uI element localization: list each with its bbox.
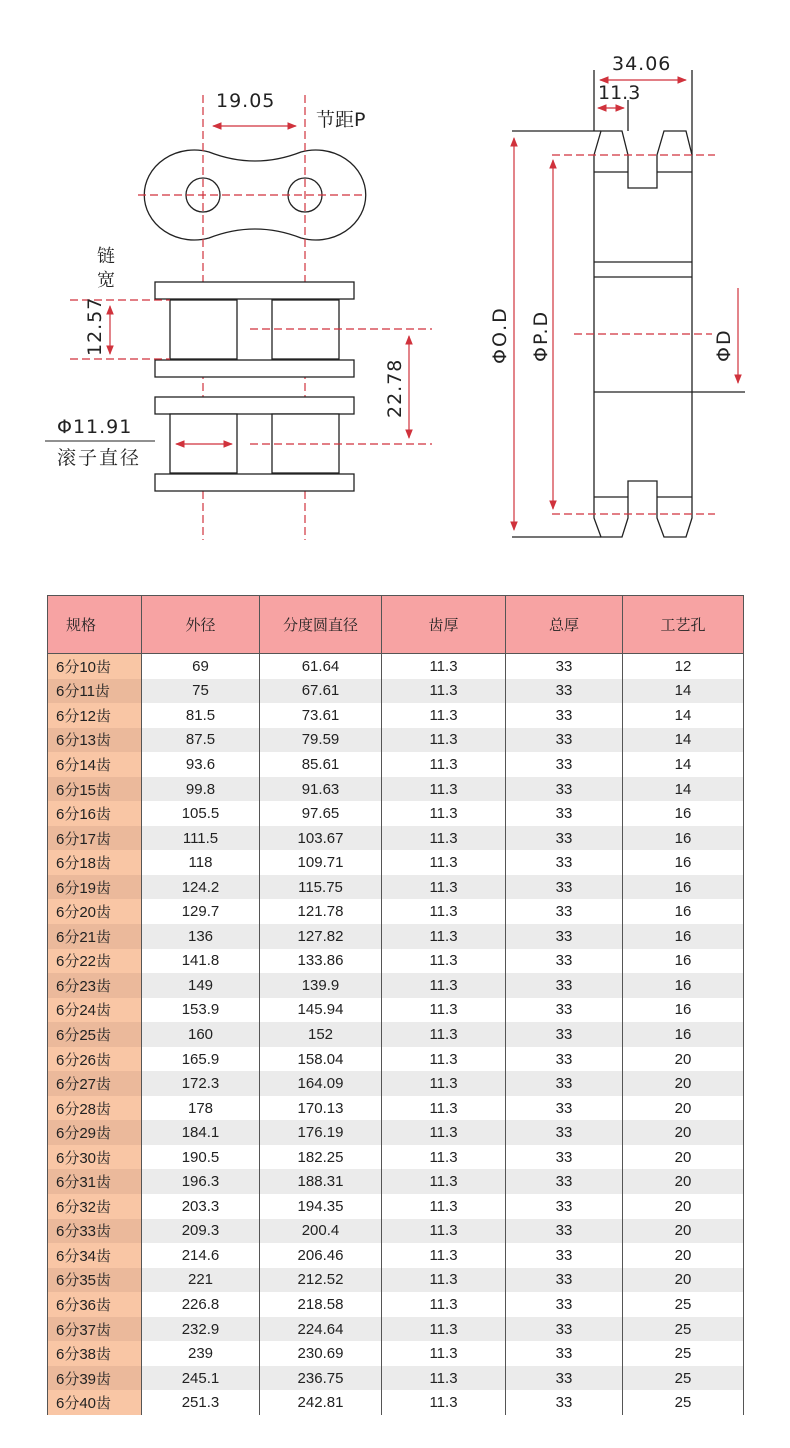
cell-outer-dia: 153.9 <box>142 998 260 1023</box>
cell-pitch-dia: 127.82 <box>260 924 382 949</box>
cell-outer-dia: 69 <box>142 654 260 679</box>
cell-outer-dia: 129.7 <box>142 899 260 924</box>
cell-tooth-thickness: 11.3 <box>382 1071 506 1096</box>
table-row <box>48 1194 744 1219</box>
cell-spec: 6分14齿 <box>48 752 142 777</box>
header-total-thickness: 总厚 <box>506 596 623 654</box>
cell-spec: 6分38齿 <box>48 1341 142 1366</box>
table-row <box>48 1390 744 1415</box>
cell-pitch-dia: 164.09 <box>260 1071 382 1096</box>
cell-outer-dia: 226.8 <box>142 1292 260 1317</box>
chain-width-label-1: 链 <box>97 246 115 267</box>
cell-process-hole: 20 <box>623 1268 744 1293</box>
cell-tooth-thickness: 11.3 <box>382 1022 506 1047</box>
table-row <box>48 801 744 826</box>
table-header-row <box>48 596 744 654</box>
cell-total-thickness: 33 <box>506 1145 623 1170</box>
cell-spec: 6分28齿 <box>48 1096 142 1121</box>
cell-process-hole: 14 <box>623 777 744 802</box>
cell-outer-dia: 99.8 <box>142 777 260 802</box>
cell-outer-dia: 196.3 <box>142 1169 260 1194</box>
cell-total-thickness: 33 <box>506 1366 623 1391</box>
cell-spec: 6分37齿 <box>48 1317 142 1342</box>
table-row <box>48 899 744 924</box>
cell-spec: 6分29齿 <box>48 1120 142 1145</box>
table-row <box>48 973 744 998</box>
cell-process-hole: 16 <box>623 949 744 974</box>
cell-tooth-thickness: 11.3 <box>382 1317 506 1342</box>
cell-spec: 6分20齿 <box>48 899 142 924</box>
cell-total-thickness: 33 <box>506 1341 623 1366</box>
cell-process-hole: 20 <box>623 1219 744 1244</box>
cell-outer-dia: 239 <box>142 1341 260 1366</box>
cell-outer-dia: 165.9 <box>142 1047 260 1072</box>
cell-total-thickness: 33 <box>506 875 623 900</box>
pitch-dia-label: ΦP.D <box>530 309 552 362</box>
cell-outer-dia: 178 <box>142 1096 260 1121</box>
table-row <box>48 1341 744 1366</box>
table-row <box>48 1096 744 1121</box>
cell-pitch-dia: 242.81 <box>260 1390 382 1415</box>
table-row <box>48 728 744 753</box>
pitch-label: 节距P <box>316 109 366 131</box>
table-row <box>48 1366 744 1391</box>
cell-outer-dia: 81.5 <box>142 703 260 728</box>
header-spec: 规格 <box>48 596 142 654</box>
cell-tooth-thickness: 11.3 <box>382 826 506 851</box>
cell-tooth-thickness: 11.3 <box>382 998 506 1023</box>
table-row <box>48 1219 744 1244</box>
cell-pitch-dia: 91.63 <box>260 777 382 802</box>
cell-outer-dia: 203.3 <box>142 1194 260 1219</box>
cell-spec: 6分34齿 <box>48 1243 142 1268</box>
cell-total-thickness: 33 <box>506 679 623 704</box>
table-row <box>48 924 744 949</box>
cell-total-thickness: 33 <box>506 1169 623 1194</box>
bore-label: ΦD <box>713 328 735 362</box>
cell-pitch-dia: 103.67 <box>260 826 382 851</box>
cell-spec: 6分21齿 <box>48 924 142 949</box>
cell-spec: 6分35齿 <box>48 1268 142 1293</box>
cell-spec: 6分23齿 <box>48 973 142 998</box>
cell-process-hole: 16 <box>623 801 744 826</box>
cell-tooth-thickness: 11.3 <box>382 752 506 777</box>
cell-spec: 6分13齿 <box>48 728 142 753</box>
cell-pitch-dia: 145.94 <box>260 998 382 1023</box>
cell-spec: 6分18齿 <box>48 850 142 875</box>
cell-spec: 6分30齿 <box>48 1145 142 1170</box>
cell-tooth-thickness: 11.3 <box>382 679 506 704</box>
cell-tooth-thickness: 11.3 <box>382 973 506 998</box>
cell-tooth-thickness: 11.3 <box>382 924 506 949</box>
cell-pitch-dia: 109.71 <box>260 850 382 875</box>
cell-process-hole: 14 <box>623 752 744 777</box>
cell-process-hole: 20 <box>623 1169 744 1194</box>
cell-process-hole: 16 <box>623 850 744 875</box>
cell-pitch-dia: 236.75 <box>260 1366 382 1391</box>
cell-outer-dia: 209.3 <box>142 1219 260 1244</box>
cell-outer-dia: 172.3 <box>142 1071 260 1096</box>
cell-process-hole: 16 <box>623 1022 744 1047</box>
table-row <box>48 1145 744 1170</box>
cell-process-hole: 25 <box>623 1317 744 1342</box>
cell-total-thickness: 33 <box>506 1243 623 1268</box>
cell-pitch-dia: 188.31 <box>260 1169 382 1194</box>
tooth-thickness-value: 11.3 <box>598 82 641 104</box>
cell-pitch-dia: 230.69 <box>260 1341 382 1366</box>
table-row <box>48 1120 744 1145</box>
cell-process-hole: 25 <box>623 1292 744 1317</box>
cell-total-thickness: 33 <box>506 703 623 728</box>
table-row <box>48 1317 744 1342</box>
cell-outer-dia: 214.6 <box>142 1243 260 1268</box>
cell-total-thickness: 33 <box>506 752 623 777</box>
pitch-value: 19.05 <box>216 90 276 112</box>
cell-outer-dia: 105.5 <box>142 801 260 826</box>
cell-process-hole: 16 <box>623 875 744 900</box>
header-process-hole: 工艺孔 <box>623 596 744 654</box>
table-row <box>48 752 744 777</box>
cell-tooth-thickness: 11.3 <box>382 1145 506 1170</box>
chain-sprocket-diagram <box>0 0 790 560</box>
cell-tooth-thickness: 11.3 <box>382 1047 506 1072</box>
cell-tooth-thickness: 11.3 <box>382 1243 506 1268</box>
cell-total-thickness: 33 <box>506 973 623 998</box>
cell-spec: 6分11齿 <box>48 679 142 704</box>
cell-total-thickness: 33 <box>506 924 623 949</box>
cell-pitch-dia: 133.86 <box>260 949 382 974</box>
cell-outer-dia: 245.1 <box>142 1366 260 1391</box>
chain-width-label-2: 宽 <box>97 270 115 291</box>
cell-total-thickness: 33 <box>506 777 623 802</box>
cell-process-hole: 12 <box>623 654 744 679</box>
cell-total-thickness: 33 <box>506 1047 623 1072</box>
cell-process-hole: 16 <box>623 973 744 998</box>
cell-process-hole: 14 <box>623 703 744 728</box>
cell-spec: 6分27齿 <box>48 1071 142 1096</box>
table-row <box>48 998 744 1023</box>
sprocket-dashed-lines <box>552 155 715 514</box>
cell-tooth-thickness: 11.3 <box>382 899 506 924</box>
cell-process-hole: 20 <box>623 1243 744 1268</box>
cell-process-hole: 16 <box>623 899 744 924</box>
cell-tooth-thickness: 11.3 <box>382 1390 506 1415</box>
cell-total-thickness: 33 <box>506 899 623 924</box>
cell-process-hole: 20 <box>623 1071 744 1096</box>
roller-dia-value: Φ11.91 <box>57 416 133 438</box>
table-row <box>48 1243 744 1268</box>
cell-pitch-dia: 73.61 <box>260 703 382 728</box>
cell-total-thickness: 33 <box>506 1390 623 1415</box>
cell-tooth-thickness: 11.3 <box>382 850 506 875</box>
cell-pitch-dia: 115.75 <box>260 875 382 900</box>
table-row <box>48 826 744 851</box>
cell-outer-dia: 118 <box>142 850 260 875</box>
cell-pitch-dia: 206.46 <box>260 1243 382 1268</box>
cell-tooth-thickness: 11.3 <box>382 1169 506 1194</box>
cell-tooth-thickness: 11.3 <box>382 949 506 974</box>
cell-process-hole: 25 <box>623 1341 744 1366</box>
cell-pitch-dia: 61.64 <box>260 654 382 679</box>
cell-process-hole: 20 <box>623 1194 744 1219</box>
cell-tooth-thickness: 11.3 <box>382 801 506 826</box>
cell-tooth-thickness: 11.3 <box>382 1341 506 1366</box>
cell-spec: 6分36齿 <box>48 1292 142 1317</box>
cell-spec: 6分32齿 <box>48 1194 142 1219</box>
cell-process-hole: 20 <box>623 1047 744 1072</box>
cell-outer-dia: 111.5 <box>142 826 260 851</box>
cell-pitch-dia: 218.58 <box>260 1292 382 1317</box>
table-row <box>48 1071 744 1096</box>
cell-pitch-dia: 182.25 <box>260 1145 382 1170</box>
cell-outer-dia: 124.2 <box>142 875 260 900</box>
cell-process-hole: 20 <box>623 1120 744 1145</box>
cell-process-hole: 14 <box>623 728 744 753</box>
cell-pitch-dia: 97.65 <box>260 801 382 826</box>
table-row <box>48 1268 744 1293</box>
cell-spec: 6分26齿 <box>48 1047 142 1072</box>
sprocket-spec-table <box>47 595 744 1415</box>
cell-spec: 6分22齿 <box>48 949 142 974</box>
cell-spec: 6分19齿 <box>48 875 142 900</box>
cell-outer-dia: 232.9 <box>142 1317 260 1342</box>
table-row <box>48 703 744 728</box>
cell-pitch-dia: 170.13 <box>260 1096 382 1121</box>
cell-pitch-dia: 139.9 <box>260 973 382 998</box>
cell-outer-dia: 160 <box>142 1022 260 1047</box>
cell-total-thickness: 33 <box>506 1292 623 1317</box>
strand-spacing-value: 22.78 <box>384 358 406 418</box>
cell-total-thickness: 33 <box>506 1219 623 1244</box>
cell-spec: 6分25齿 <box>48 1022 142 1047</box>
cell-process-hole: 25 <box>623 1390 744 1415</box>
total-thickness-value: 34.06 <box>612 53 672 75</box>
chain-side-view <box>155 282 354 491</box>
outer-dia-label: ΦO.D <box>489 306 511 364</box>
table-row <box>48 1047 744 1072</box>
cell-outer-dia: 93.6 <box>142 752 260 777</box>
table-row <box>48 1292 744 1317</box>
header-outer-dia: 外径 <box>142 596 260 654</box>
cell-total-thickness: 33 <box>506 1317 623 1342</box>
cell-tooth-thickness: 11.3 <box>382 1120 506 1145</box>
cell-process-hole: 20 <box>623 1096 744 1121</box>
table-row <box>48 850 744 875</box>
cell-total-thickness: 33 <box>506 728 623 753</box>
cell-total-thickness: 33 <box>506 998 623 1023</box>
cell-spec: 6分17齿 <box>48 826 142 851</box>
cell-spec: 6分24齿 <box>48 998 142 1023</box>
cell-process-hole: 16 <box>623 998 744 1023</box>
cell-total-thickness: 33 <box>506 1194 623 1219</box>
table-row <box>48 1022 744 1047</box>
cell-pitch-dia: 212.52 <box>260 1268 382 1293</box>
cell-total-thickness: 33 <box>506 1120 623 1145</box>
cell-total-thickness: 33 <box>506 1022 623 1047</box>
cell-pitch-dia: 67.61 <box>260 679 382 704</box>
cell-pitch-dia: 176.19 <box>260 1120 382 1145</box>
cell-spec: 6分16齿 <box>48 801 142 826</box>
cell-total-thickness: 33 <box>506 826 623 851</box>
cell-total-thickness: 33 <box>506 1268 623 1293</box>
table-row <box>48 1169 744 1194</box>
cell-spec: 6分12齿 <box>48 703 142 728</box>
cell-process-hole: 16 <box>623 924 744 949</box>
cell-outer-dia: 190.5 <box>142 1145 260 1170</box>
cell-outer-dia: 149 <box>142 973 260 998</box>
cell-outer-dia: 141.8 <box>142 949 260 974</box>
cell-tooth-thickness: 11.3 <box>382 875 506 900</box>
roller-dia-label: 滚子直径 <box>57 447 142 469</box>
cell-tooth-thickness: 11.3 <box>382 1268 506 1293</box>
table-row <box>48 949 744 974</box>
cell-outer-dia: 75 <box>142 679 260 704</box>
cell-tooth-thickness: 11.3 <box>382 1096 506 1121</box>
cell-total-thickness: 33 <box>506 850 623 875</box>
inner-width-value: 12.57 <box>84 296 106 356</box>
cell-pitch-dia: 152 <box>260 1022 382 1047</box>
cell-spec: 6分10齿 <box>48 654 142 679</box>
cell-pitch-dia: 121.78 <box>260 899 382 924</box>
cell-outer-dia: 251.3 <box>142 1390 260 1415</box>
cell-pitch-dia: 79.59 <box>260 728 382 753</box>
table-row <box>48 679 744 704</box>
header-pitch-dia: 分度圆直径 <box>260 596 382 654</box>
cell-pitch-dia: 224.64 <box>260 1317 382 1342</box>
sprocket-outline <box>512 70 745 537</box>
cell-spec: 6分33齿 <box>48 1219 142 1244</box>
table-row <box>48 654 744 679</box>
cell-process-hole: 14 <box>623 679 744 704</box>
cell-spec: 6分39齿 <box>48 1366 142 1391</box>
cell-total-thickness: 33 <box>506 801 623 826</box>
header-tooth-thickness: 齿厚 <box>382 596 506 654</box>
cell-process-hole: 20 <box>623 1145 744 1170</box>
cell-tooth-thickness: 11.3 <box>382 777 506 802</box>
table-row <box>48 777 744 802</box>
cell-tooth-thickness: 11.3 <box>382 1219 506 1244</box>
cell-outer-dia: 87.5 <box>142 728 260 753</box>
cell-spec: 6分40齿 <box>48 1390 142 1415</box>
cell-spec: 6分31齿 <box>48 1169 142 1194</box>
cell-total-thickness: 33 <box>506 1071 623 1096</box>
cell-process-hole: 16 <box>623 826 744 851</box>
cell-total-thickness: 33 <box>506 949 623 974</box>
table-row <box>48 875 744 900</box>
cell-process-hole: 25 <box>623 1366 744 1391</box>
cell-total-thickness: 33 <box>506 1096 623 1121</box>
cell-tooth-thickness: 11.3 <box>382 1292 506 1317</box>
cell-outer-dia: 184.1 <box>142 1120 260 1145</box>
cell-outer-dia: 221 <box>142 1268 260 1293</box>
cell-pitch-dia: 85.61 <box>260 752 382 777</box>
cell-pitch-dia: 194.35 <box>260 1194 382 1219</box>
cell-total-thickness: 33 <box>506 654 623 679</box>
cell-tooth-thickness: 11.3 <box>382 654 506 679</box>
cell-tooth-thickness: 11.3 <box>382 703 506 728</box>
cell-tooth-thickness: 11.3 <box>382 1366 506 1391</box>
cell-pitch-dia: 200.4 <box>260 1219 382 1244</box>
cell-spec: 6分15齿 <box>48 777 142 802</box>
cell-tooth-thickness: 11.3 <box>382 1194 506 1219</box>
cell-outer-dia: 136 <box>142 924 260 949</box>
cell-pitch-dia: 158.04 <box>260 1047 382 1072</box>
cell-tooth-thickness: 11.3 <box>382 728 506 753</box>
